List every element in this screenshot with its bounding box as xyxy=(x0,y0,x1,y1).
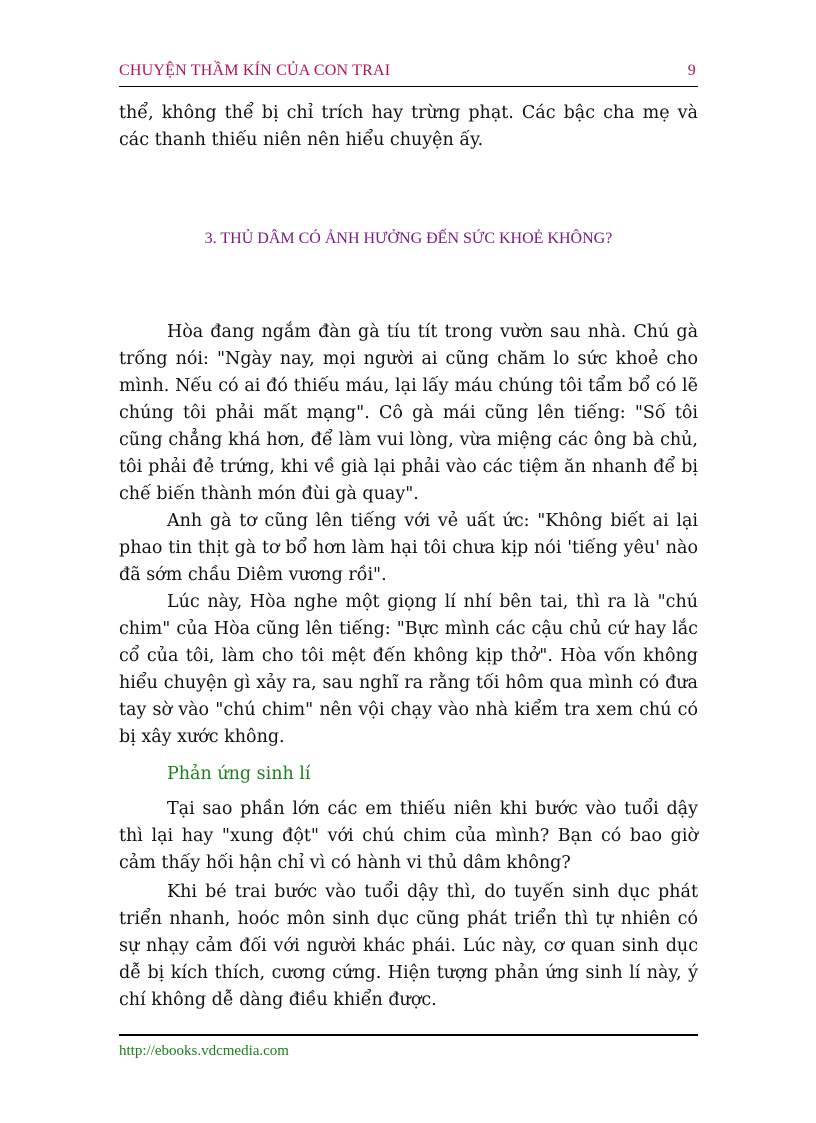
paragraph-question: Tại sao phần lớn các em thiếu niên khi bước vào tuổi dậy thì lại hay "xung đột" với chú chim của mình? Bạn có bao giờ cảm thấy hối hận chỉ vì có hành vi thủ dâm không? xyxy=(119,799,698,873)
subheading: Phản ứng sinh lí xyxy=(167,764,311,784)
page-number: 9 xyxy=(687,62,696,79)
footer-url[interactable]: http://ebooks.vdcmedia.com xyxy=(119,1043,289,1059)
paragraph-story-3: Lúc này, Hòa nghe một giọng lí nhí bên tai, thì ra là "chú chim" của Hòa cũng lên tiếng: "Bực mình các cậu chủ cứ hay lắc cổ của tôi, làm cho tôi mệt đến không kịp thở". Hòa vốn không hiểu chuyện gì xảy ra, sau nghĩ ra rằng tối hôm qua mình có đưa tay sờ vào "chú chim" nên vội chạy vào nhà kiểm tra xem chú có bị xây xước không. xyxy=(119,592,698,747)
paragraph-story-1: Hòa đang ngắm đàn gà tíu tít trong vườn sau nhà. Chú gà trống nói: "Ngày nay, mọi người ai cũng chăm lo sức khoẻ cho mình. Nếu có ai đó thiếu máu, lại lấy máu chúng tôi tẩm bổ có lẽ chúng tôi phải mất mạng". Cô gà mái cũng lên tiếng: "Số tôi cũng chẳng khá hơn, để làm vui lòng, vừa miệng các ông bà chủ, tôi phải đẻ trứng, khi về già lại phải vào các tiệm ăn nhanh để bị chế biến thành món đùi gà quay". xyxy=(119,322,698,504)
header-divider xyxy=(119,86,698,87)
running-header xyxy=(119,62,698,80)
running-header-title: CHUYỆN THẦM KÍN CỦA CON TRAI xyxy=(119,62,391,79)
paragraph-continuation: thể, không thể bị chỉ trích hay trừng phạt. Các bậc cha mẹ và các thanh thiếu niên nên hiểu chuyện ấy. xyxy=(119,103,698,150)
paragraph-explanation: Khi bé trai bước vào tuổi dậy thì, do tuyến sinh dục phát triển nhanh, hoóc môn sinh dục cũng phát triển thì tự nhiên có sự nhạy cảm đối với người khác phái. Lúc này, cơ quan sinh dục dễ bị kích thích, cương cứng. Hiện tượng phản ứng sinh lí này, ý chí không dễ dàng điều khiển được. xyxy=(119,882,698,1010)
section-heading: 3. THỦ DÂM CÓ ẢNH HƯỞNG ĐẾN SỨC KHOẺ KHÔNG? xyxy=(204,230,613,247)
footer-divider xyxy=(119,1034,698,1036)
paragraph-story-2: Anh gà tơ cũng lên tiếng với vẻ uất ức: "Không biết ai lại phao tin thịt gà tơ bổ hơn làm hại tôi chưa kịp nói 'tiếng yêu' nào đã sớm chầu Diêm vương rồi". xyxy=(119,511,698,585)
